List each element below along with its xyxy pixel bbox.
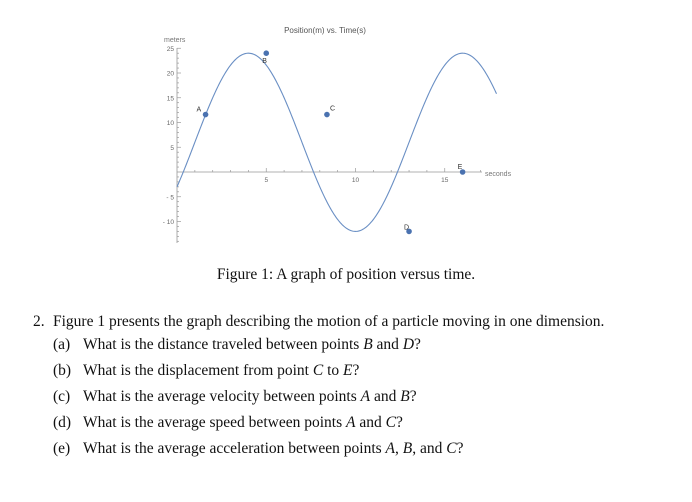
point-c bbox=[324, 112, 330, 118]
y-tick-label: 10 bbox=[166, 120, 174, 127]
figure-caption: Figure 1: A graph of position versus time. bbox=[216, 266, 476, 283]
y-tick-label: 25 bbox=[166, 45, 174, 53]
question-part-c: (c) What is the average velocity between points A and B? bbox=[53, 388, 417, 405]
point-label-c: C bbox=[329, 105, 336, 113]
x-tick-label: 15 bbox=[441, 177, 449, 184]
y-tick-label: 20 bbox=[166, 70, 174, 78]
tick-labels bbox=[163, 46, 449, 226]
point-label-a: A bbox=[196, 106, 202, 114]
y-axis-label: meters bbox=[164, 37, 186, 44]
question-part-b: (b) What is the displacement from point C to E? bbox=[53, 362, 360, 379]
position-curve bbox=[177, 53, 497, 231]
question-text: Figure 1 presents the graph describing the motion of a particle moving in one dimension. bbox=[53, 313, 605, 330]
y-tick-label: - 10 bbox=[162, 219, 174, 226]
question-part-e: (e) What is the average acceleration between points A, B, and C? bbox=[53, 440, 464, 457]
y-tick-label: 5 bbox=[170, 144, 174, 152]
question-parts bbox=[33, 332, 688, 462]
y-tick-label: - 5 bbox=[166, 194, 174, 202]
chart-title: Position(m) vs. Time(s) bbox=[284, 26, 366, 35]
x-tick-label: 5 bbox=[264, 177, 269, 184]
question-number: 2. bbox=[33, 313, 45, 330]
point-b bbox=[263, 50, 269, 56]
question-part-d: (d) What is the average speed between points A and C? bbox=[53, 414, 403, 431]
x-tick-label: 10 bbox=[351, 177, 360, 184]
question-2 bbox=[33, 312, 688, 462]
point-label-d: D bbox=[404, 224, 410, 232]
point-label-b: B bbox=[262, 58, 267, 66]
y-tick-label: 15 bbox=[166, 95, 174, 103]
question-part-a: (a) What is the distance traveled between points B and D? bbox=[53, 336, 421, 353]
x-axis-label: seconds bbox=[485, 171, 512, 178]
data-points bbox=[197, 50, 466, 234]
point-a bbox=[203, 112, 209, 118]
point-label-e: E bbox=[457, 164, 463, 171]
question-prompt bbox=[33, 312, 688, 332]
